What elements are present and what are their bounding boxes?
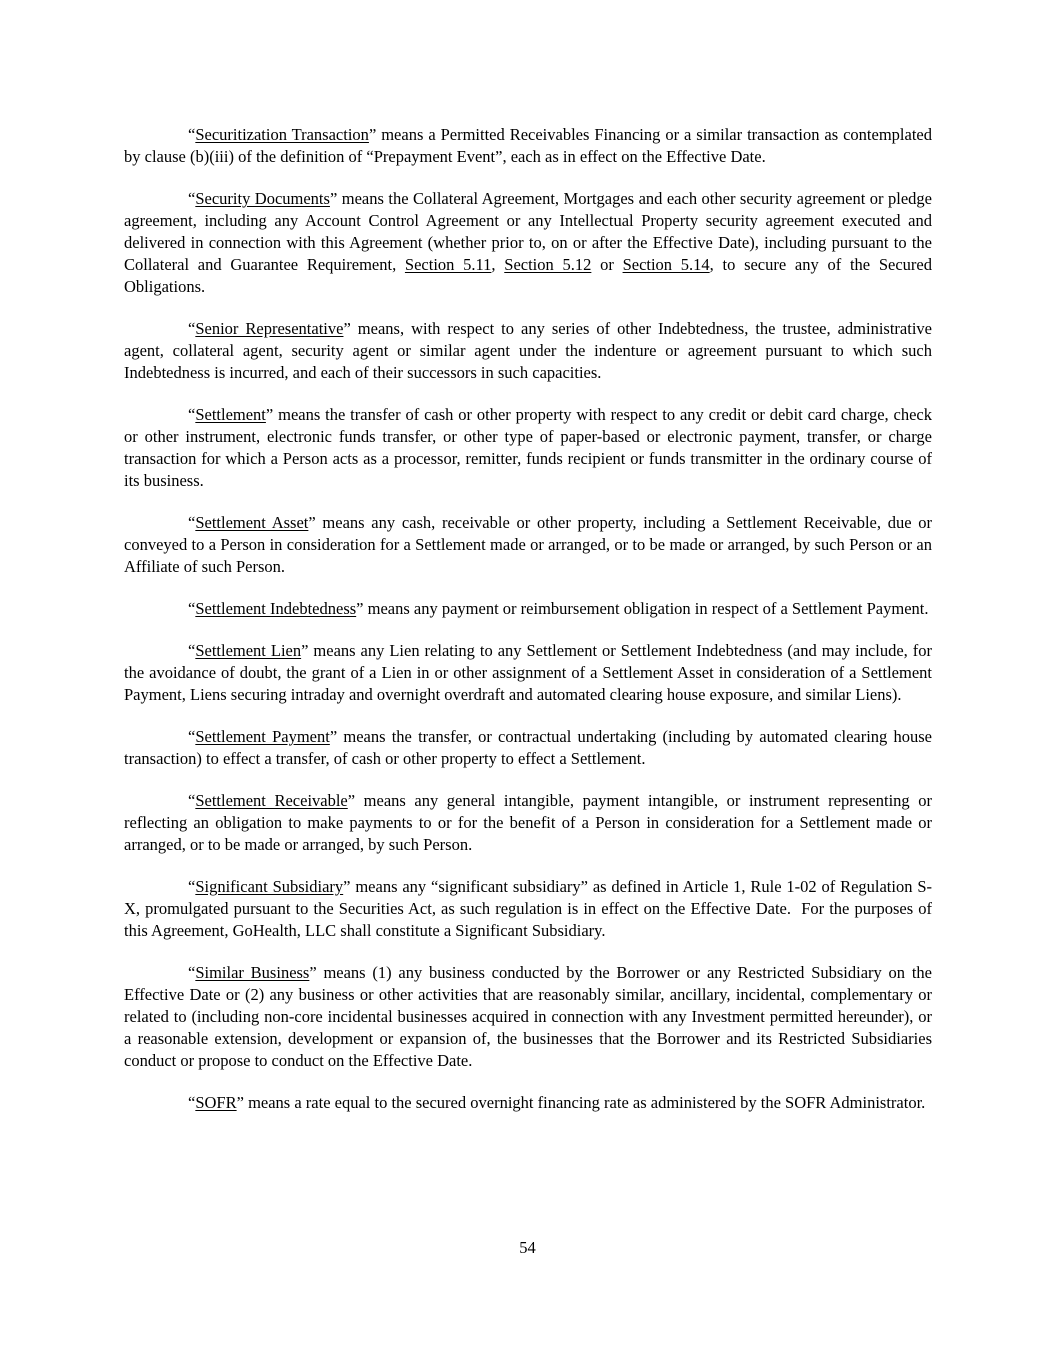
close-quote: ” xyxy=(236,1093,244,1112)
definition-text: means any general intangible, payment intangible, or instrument representing or reflecting an obligation to make payments to or for the benefit of a Person in consideration for a Settlement made or arranged, or to be made or arranged, by such Person. xyxy=(124,791,932,854)
definition-securitization-transaction xyxy=(124,124,932,168)
open-quote: “ xyxy=(188,125,196,144)
defined-term: SOFR xyxy=(195,1093,237,1112)
defined-term: Settlement xyxy=(195,405,266,424)
open-quote: “ xyxy=(188,599,196,618)
close-quote: ” xyxy=(309,963,317,982)
close-quote: ” xyxy=(347,791,356,810)
definition-text: means a rate equal to the secured overnight financing rate as administered by the SOFR Administrator. xyxy=(243,1093,926,1112)
document-page xyxy=(124,124,932,1134)
open-quote: “ xyxy=(188,963,196,982)
definition-text: means a Permitted Receivables Financing or a similar transaction as contemplated by clause (b)(iii) of the definition of “Prepayment Event”, each as in effect on the Effective Date. xyxy=(124,125,932,166)
close-quote: ” xyxy=(368,125,377,144)
open-quote: “ xyxy=(188,877,196,896)
definition-settlement-asset xyxy=(124,512,932,578)
defined-term: Security Documents xyxy=(195,189,330,208)
definition-text: means any Lien relating to any Settlement or Settlement Indebtedness (and may include, for the avoidance of doubt, the grant of a Lien in or other assignment of a Settlement Asset in consideration of a Settlement Payment, Liens securing intraday and overnight overdraft and automated clearing house exposure, and similar Liens). xyxy=(124,641,932,704)
reference-separator: , xyxy=(491,255,505,274)
section-reference: Section 5.12 xyxy=(504,255,592,274)
defined-term: Settlement Payment xyxy=(195,727,330,746)
definition-security-documents xyxy=(124,188,932,298)
defined-term: Settlement Asset xyxy=(195,513,309,532)
page-number: 54 xyxy=(519,1238,536,1257)
open-quote: “ xyxy=(188,405,196,424)
definition-settlement xyxy=(124,404,932,492)
open-quote: “ xyxy=(188,189,196,208)
open-quote: “ xyxy=(188,641,196,660)
defined-term: Securitization Transaction xyxy=(195,125,369,144)
open-quote: “ xyxy=(188,319,196,338)
close-quote: ” xyxy=(343,319,351,338)
close-quote: ” xyxy=(329,189,338,208)
definition-significant-subsidiary xyxy=(124,876,932,942)
close-quote: ” xyxy=(329,727,338,746)
definition-settlement-indebtedness xyxy=(124,598,932,620)
definition-settlement-payment xyxy=(124,726,932,770)
definition-text: means, with respect to any series of other Indebtedness, the trustee, administrative agent, collateral agent, security agent or similar agent under the indenture or agreement pursuant to which such Indebtedness is incurred, and each of their successors in such capacities. xyxy=(124,319,932,382)
defined-term: Significant Subsidiary xyxy=(195,877,344,896)
close-quote: ” xyxy=(301,641,309,660)
definition-text: means the transfer of cash or other property with respect to any credit or debit card charge, check or other instrument, electronic funds transfer, or other type of paper-based or electronic payment, transfer, or charge transaction for which a Person acts as a processor, remitter, funds recipient or funds transmitter in the ordinary course of its business. xyxy=(124,405,932,490)
defined-term: Settlement Receivable xyxy=(195,791,348,810)
definition-text: means (1) any business conducted by the Borrower or any Restricted Subsidiary on the Effective Date or (2) any business or other activities that are reasonably similar, ancillary, incidental, complementary or related to (including non-core incidental businesses acquired in connection with any Investment permitted hereunder), or a reasonable extension, development or expansion of, the businesses that the Borrower and its Restricted Subsidiaries conduct or propose to conduct on the Effective Date. xyxy=(124,963,932,1070)
close-quote: ” xyxy=(265,405,274,424)
definition-text: means any cash, receivable or other property, including a Settlement Receivable, due or conveyed to a Person in consideration for a Settlement made or arranged, or to be made or arranged, by such Person or an Affiliate of such Person. xyxy=(124,513,933,576)
defined-term: Senior Representative xyxy=(195,319,344,338)
definition-sofr xyxy=(124,1092,932,1114)
open-quote: “ xyxy=(188,1093,196,1112)
section-reference: Section 5.14 xyxy=(622,255,710,274)
definition-text-end: , to secure any of the Secured Obligations. xyxy=(124,255,932,296)
open-quote: “ xyxy=(188,791,196,810)
definition-settlement-receivable xyxy=(124,790,932,856)
reference-separator: or xyxy=(591,255,623,274)
defined-term: Settlement Lien xyxy=(195,641,302,660)
definition-text: means any “significant subsidiary” as defined in Article 1, Rule 1-02 of Regulation S-X, promulgated pursuant to the Securities Act, as such regulation is in effect on the Effective Date. For the purposes of this Agreement, GoHealth, LLC shall constitute a Significant Subsidiary. xyxy=(124,877,932,940)
section-reference: Section 5.11 xyxy=(404,255,492,274)
open-quote: “ xyxy=(188,727,196,746)
definition-text: means any payment or reimbursement obligation in respect of a Settlement Payment. xyxy=(363,599,929,618)
definition-similar-business xyxy=(124,962,932,1072)
close-quote: ” xyxy=(356,599,364,618)
close-quote: ” xyxy=(308,513,316,532)
definition-text: means the Collateral Agreement, Mortgages and each other security agreement or pledge agreement, including any Account Control Agreement or any Intellectual Property security agreement executed and delivered in connection with this Agreement (whether prior to, on or after the Effective Date), including pursuant to the Collateral and Guarantee Requirement, xyxy=(124,189,933,274)
definition-senior-representative xyxy=(124,318,932,384)
open-quote: “ xyxy=(188,513,196,532)
defined-term: Settlement Indebtedness xyxy=(195,599,357,618)
close-quote: ” xyxy=(343,877,351,896)
definition-text: means the transfer, or contractual undertaking (including by automated clearing house transaction) to effect a transfer, of cash or other property to effect a Settlement. xyxy=(124,727,932,768)
definition-settlement-lien xyxy=(124,640,932,706)
defined-term: Similar Business xyxy=(195,963,310,982)
